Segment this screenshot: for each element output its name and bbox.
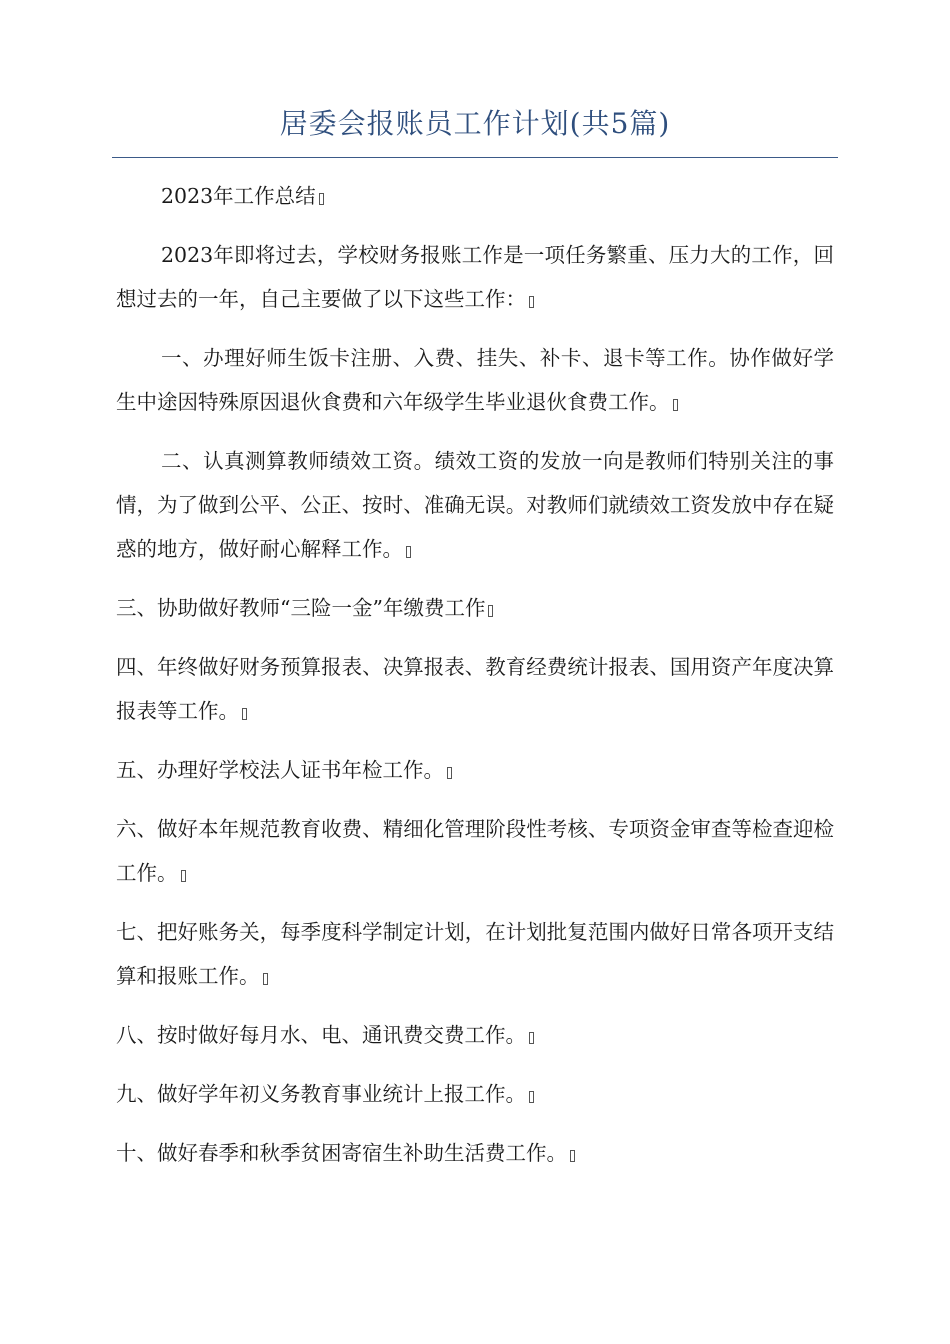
paragraph-text: 五、办理好学校法人证书年检工作。 [116,758,444,782]
paragraph-mark-icon [181,870,186,882]
paragraph-mark-icon [570,1150,575,1162]
paragraph-mark-icon [673,399,678,411]
paragraph-text: 九、做好学年初义务教育事业统计上报工作。 [116,1082,526,1106]
document-title: 居委会报账员工作计划(共5篇) [279,107,671,140]
paragraph-6 [116,645,834,733]
paragraph-mark-icon [529,296,534,308]
paragraph-2 [116,233,834,321]
paragraph-mark-icon [529,1091,534,1103]
paragraph-mark-icon [406,546,411,558]
paragraph-text: 2023年即将过去，学校财务报账工作是一项任务繁重、压力大的工作，回想过去的一年，自己主要做了以下这些工作： [116,243,834,311]
paragraph-text: 三、协助做好教师“三险一金”年缴费工作 [116,596,486,620]
paragraph-mark-icon [529,1032,534,1044]
paragraph-text: 八、按时做好每月水、电、通讯费交费工作。 [116,1023,526,1047]
paragraph-mark-icon [319,193,324,205]
paragraph-1 [116,174,834,218]
paragraph-text: 六、做好本年规范教育收费、精细化管理阶段性考核、专项资金审查等检查迎检工作。 [116,817,834,885]
paragraph-3 [116,336,834,424]
paragraph-text: 七、把好账务关，每季度科学制定计划，在计划批复范围内做好日常各项开支结算和报账工作。 [116,920,834,988]
paragraph-mark-icon [488,605,493,617]
paragraph-5 [116,586,834,630]
paragraph-7 [116,748,834,792]
paragraph-mark-icon [242,708,247,720]
paragraph-text: 一、办理好师生饭卡注册、入费、挂失、补卡、退卡等工作。协作做好学生中途因特殊原因退伙食费和六年级学生毕业退伙食费工作。 [116,346,834,414]
paragraph-mark-icon [447,767,452,779]
paragraph-8 [116,807,834,895]
paragraph-mark-icon [263,973,268,985]
paragraph-10 [116,1013,834,1057]
paragraph-text: 二、认真测算教师绩效工资。绩效工资的发放一向是教师们特别关注的事情，为了做到公平、公正、按时、准确无误。对教师们就绩效工资发放中存在疑惑的地方，做好耐心解释工作。 [116,449,834,561]
paragraph-text: 四、年终做好财务预算报表、决算报表、教育经费统计报表、国用资产年度决算报表等工作。 [116,655,834,723]
paragraph-12 [116,1131,834,1175]
paragraph-9 [116,910,834,998]
paragraph-text: 十、做好春季和秋季贫困寄宿生补助生活费工作。 [116,1141,567,1165]
title-divider [112,157,838,158]
paragraph-11 [116,1072,834,1116]
paragraph-4 [116,439,834,571]
paragraph-text: 2023年工作总结 [161,184,316,208]
document-body [116,174,834,1190]
